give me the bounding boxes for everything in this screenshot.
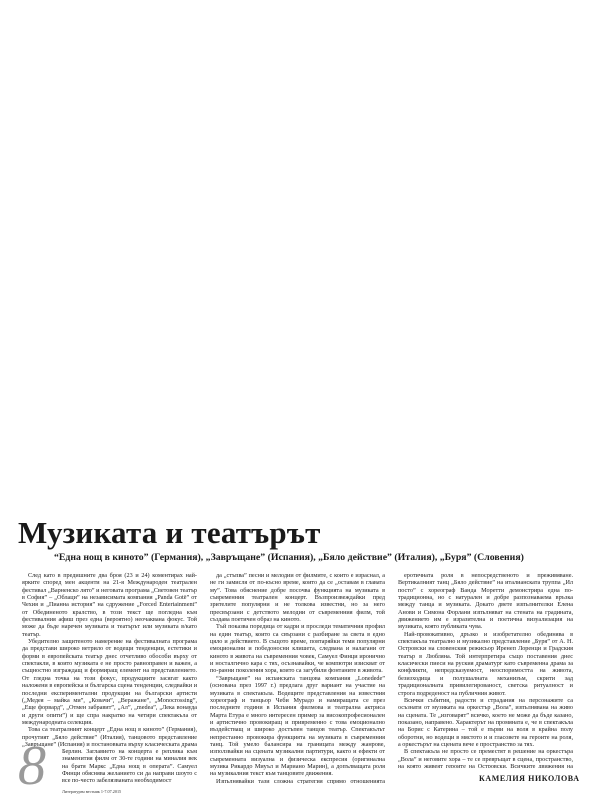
paragraph: Всички събития, радости и страдания на персонажите са осъзнати от музиката на оркестър „Вола”, изпълнявана на живо на сцената. Те „изговарят” всичко, което не може да бъде казано, показано, направено. Характерът на промяната е, че в спектакъла на Борис с Катерина – той е първи на воля в крайна полу оборотни, но водещи в мястото и и гласовете на героите на роля, а оркестърът на сцената вече е пространство за тях. (398, 696, 573, 748)
article-subtitle: “Една нощ в киното” (Германия), „Завръщане” (Испания), „Бяло действие” (Италия), „Буря” (Словения) (54, 552, 524, 563)
article-column-1 (22, 572, 197, 748)
paragraph: Тъй показва поредица от кадри и проследи тематичния профил на един театър, които са свързани с разбиране за света в едно цяло и действието. В същото време, повтаряйки теми популярни емоционални и победоносни клишета, следвана и налагани от киното в живота на съвременния човек, Самуел Финци иронично и носталгично кара с тях, осъзнавайки, че компютри изискват от по-ранни поколения хора, които са загубили фонтаните в живота. (210, 623, 385, 675)
paragraph: еротичната роля в непосредственото и преживяване. Вертикалният танц „Бяло действие” на италианската труппа „Ил посто” с хореограф Ванда Моретти демонстрира една по-традиционна, но с натурален и добре разпознаваема връзка между танца и музиката. Докато двете изпълнителки Елена Анови и Симона Форлани изпълняват на стената на градината, движението им е изразителна и поетична визуализация на музиката, която публиката чува. (398, 572, 573, 631)
paragraph: да „стъпва” песни и мелодии от филмите, с които е израснал, а не ги замисля от по-късно време, които да се „оставам в главата му”. Това обяснение добре посочва функцията на музиката в съвременния театрален концерт. Възпроизвеждайки пред зрителите популярни и не толкова известни, но за него пресвързани с детството мелодии от съвременния филм, той създава поетичен образ на киното. (210, 572, 385, 624)
paragraph: Изпълнявайки тази сложна стратегия спрямо отношенията (216, 777, 385, 784)
article-column-2 (210, 572, 385, 784)
paragraph: След като в предишните два броя (23 и 24) коментирах най-ярките според мен акценти на 21-я Международен театрален фестивал „Варненско лято” и неговата програма „Световен театър в София” – „Облаци” на независимата компания „Panda Gotë” от Чехия и „Пианна история” на сдружение „Forced Entertainment” от Обединеното кралство, в този текст ще погледна към фестивалния афиш през една (вероятно) неочаквана фокус. Той може да бъде наречен музиката и театърът или музиката в/като театър. (22, 572, 197, 638)
article-column-1-continued (62, 748, 197, 786)
paragraph: В спектакъла не просто се преместят в решение на оркестъра „Вола” и неговите хора – те се превръщат в сцена, пространство, на която живеят героите на Островски. Всичките движения на (398, 748, 573, 768)
paragraph: Убедително защитеното намерение на фестивалната програма да представи широко ветрило от водещи тенденции, естетики и форми в европейската театър днес отчетливо обособи върху от спектакли, в които музиката е не просто равноправен и важен, а същностно изграждащ и формиращ елемент на представлението. От гледна точка на този фокус, продукциите засягат както наложени в европейска и българска сцена тенденции, следвайки и последни експериментални продукции на български артисти („Медея – майка ми”, „Ковачи”, „Веражане”, „Monocrossing”, „Еще форвард”, „Отмен забравит”, „Ал”, „medea”, „Лека вонауда и други опити”) и ще спра накратко на четири спектакъла от международната селекция. (22, 638, 197, 726)
paragraph: “Завръщане” на испанската танцова компания „Lonedede” (основана през 1997 г.) предлага друг вариант на участие на музиката в спектакъла. Водещите представления на известния хореограф и танцьор Чеби Мурадо и намиращата се през последните години в Испания филмова и театрална актриса Марта Етура е много интересен пример за високопрофесионален и артистично провокиращ и привременно с това емоционално въздействащ и широко достъпен танцов театър. Спектакълът непрестанно провокира функцията на музиката в съвременния танц. Той умело балансира на границата между жанрове, използвайки на сцената музикални партитури, както и ефекти от съвременната визуална и физическа експресия (оригинална музика Рикардо Миуъл и Мариано Марин), а допълващата роля на музикалния текст към танцовите движения. (210, 674, 385, 778)
author-name: КАМЕЛИЯ НИКОЛОВА (479, 774, 580, 783)
page-number: 8 (18, 735, 46, 797)
footer-note: Литературен вестник 1-7.07.2015 (62, 789, 122, 794)
paragraph: Берлин. Заглавието на концерта е реплика към знаменития филм от 30-те години на миналия век на братя Маркс „Една нощ в операта”. Самуел Финци обяснява желанието си да направи шоуто с все по-често забелязваната необходимост (62, 748, 197, 785)
paragraph: Това са театралният концерт „Една нощ в киното” (Германия), прочутият „Бяло действие” (Италия), танцовото представление „Завръщане” (Испания) и постановката върху класическата драма (22, 726, 197, 748)
article-column-3 (398, 572, 573, 768)
paragraph: Най-провокативно, дръзко и изобретателно обединява в спектакъла театрално и музикално представление „Буря” от А. Н. Островски на словенския режисьор Иренеп Лоренци и Градския театър в Любляна. Той интерпретира също поставения днес класически пиеси на руския драматург като съвременна драма за конфликти, непредсказуемост, неоспоримостта на живота, безизходица и полушалната механизъм, скрити зад традиционалната привилегированост, светска ритуалност и строга подреденост на публичния живот. (398, 630, 573, 697)
article-title: Музиката и театърът (18, 515, 321, 550)
